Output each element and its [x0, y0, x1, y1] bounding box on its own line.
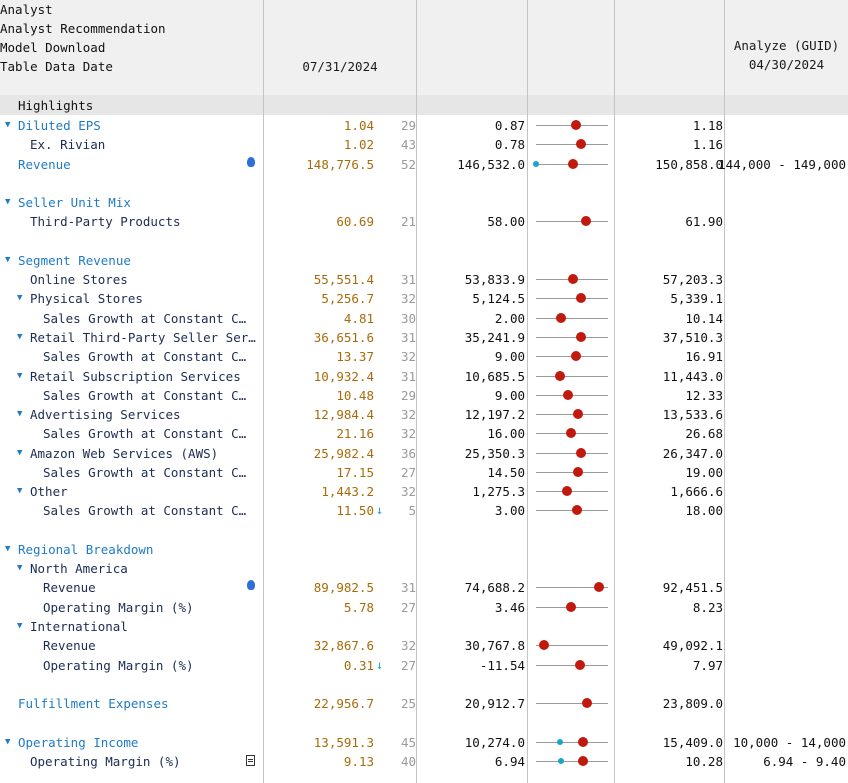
row-label[interactable]: Retail Subscription Services — [30, 368, 241, 384]
estimate-range-line — [536, 144, 608, 145]
estimate-count: 27 — [400, 657, 416, 673]
estimate-count: 31 — [400, 580, 416, 596]
estimate-high: 11,443.0 — [662, 368, 723, 384]
estimate-high: 49,092.1 — [662, 638, 723, 654]
table-row[interactable] — [0, 289, 848, 308]
mean-estimate[interactable]: 55,551.4 — [313, 272, 374, 288]
estimate-count: 45 — [400, 734, 416, 750]
mean-estimate[interactable]: 36,651.6 — [313, 329, 374, 345]
estimate-range-line — [536, 298, 608, 299]
consensus-dot[interactable] — [578, 756, 588, 766]
estimate-low: 6.94 — [494, 753, 525, 769]
mean-estimate[interactable]: 22,956.7 — [313, 696, 374, 712]
row-label[interactable]: Advertising Services — [30, 407, 181, 423]
table-row[interactable] — [0, 463, 848, 482]
row-label[interactable]: Operating Margin (%) — [30, 753, 181, 769]
consensus-dot[interactable] — [556, 313, 566, 323]
row-label[interactable]: Physical Stores — [30, 291, 143, 307]
estimate-range-line — [536, 337, 608, 338]
estimate-low: 30,767.8 — [464, 638, 525, 654]
estimate-high: 1.16 — [692, 137, 723, 153]
table-row[interactable] — [0, 733, 848, 752]
estimate-high: 26.68 — [685, 426, 723, 442]
estimate-count: 32 — [400, 484, 416, 500]
row-label[interactable]: Sales Growth at Constant C… — [43, 464, 247, 480]
estimate-count: 31 — [400, 329, 416, 345]
table-row[interactable] — [0, 251, 848, 270]
table-row[interactable] — [0, 347, 848, 366]
consensus-dot[interactable] — [573, 409, 583, 419]
consensus-dot[interactable] — [576, 293, 586, 303]
row-label[interactable]: Segment Revenue — [18, 252, 131, 268]
mean-estimate[interactable]: 5,256.7 — [321, 291, 374, 307]
estimate-high: 26,347.0 — [662, 445, 723, 461]
consensus-dot[interactable] — [555, 371, 565, 381]
consensus-dot[interactable] — [578, 737, 588, 747]
estimate-high: 19.00 — [685, 464, 723, 480]
mean-estimate[interactable]: 11.50 — [336, 503, 374, 519]
estimate-count: 52 — [400, 156, 416, 172]
expand-toggle-icon[interactable]: ▼ — [5, 543, 11, 554]
table-row[interactable] — [0, 540, 848, 559]
consensus-dot[interactable] — [581, 216, 591, 226]
table-row[interactable] — [0, 193, 848, 212]
mean-estimate[interactable]: 60.69 — [336, 214, 374, 230]
mean-estimate[interactable]: 21.16 — [336, 426, 374, 442]
row-label[interactable]: Sales Growth at Constant C… — [43, 503, 247, 519]
table-row[interactable] — [0, 367, 848, 386]
lightbulb-icon[interactable] — [247, 157, 255, 167]
table-row[interactable] — [0, 424, 848, 443]
estimate-high: 10.14 — [685, 310, 723, 326]
table-row[interactable] — [0, 270, 848, 289]
row-label[interactable]: International — [30, 619, 128, 635]
estimate-low: 12,197.2 — [464, 407, 525, 423]
analyze-guid-date: 04/30/2024 — [748, 57, 825, 72]
estimate-high: 15,409.0 — [662, 734, 723, 750]
estimate-low: 25,350.3 — [464, 445, 525, 461]
estimate-high: 92,451.5 — [662, 580, 723, 596]
row-label[interactable]: Revenue — [43, 638, 96, 654]
consensus-dot[interactable] — [575, 660, 585, 670]
estimate-low: 1,275.3 — [472, 484, 525, 500]
lightbulb-icon[interactable] — [247, 580, 255, 590]
analyze-guid-header[interactable]: Analyze (GUID) — [733, 38, 840, 53]
estimate-count: 32 — [400, 426, 416, 442]
table-row[interactable] — [0, 501, 848, 520]
consensus-dot[interactable] — [566, 602, 576, 612]
table-row[interactable] — [0, 694, 848, 713]
table-row[interactable] — [0, 328, 848, 347]
table-row[interactable] — [0, 155, 848, 174]
estimate-count: 43 — [400, 137, 416, 153]
estimate-range-line — [536, 318, 608, 319]
estimate-low: 53,833.9 — [464, 272, 525, 288]
estimate-count: 29 — [400, 387, 416, 403]
estimate-range-line — [536, 221, 608, 222]
row-label[interactable]: Sales Growth at Constant C… — [43, 426, 247, 442]
estimate-low: 5,124.5 — [472, 291, 525, 307]
estimate-count: 27 — [400, 599, 416, 615]
expand-toggle-icon[interactable]: ▼ — [5, 736, 11, 747]
mean-estimate[interactable]: 1,443.2 — [321, 484, 374, 500]
consensus-dot[interactable] — [568, 159, 578, 169]
table-row[interactable] — [0, 309, 848, 328]
estimate-high: 13,533.6 — [662, 407, 723, 423]
estimate-range-line — [536, 761, 608, 762]
estimate-count: 31 — [400, 272, 416, 288]
estimate-count: 25 — [400, 696, 416, 712]
estimate-count: 5 — [408, 503, 416, 519]
expand-toggle-icon[interactable]: ▼ — [17, 370, 23, 381]
estimate-low: 0.78 — [494, 137, 525, 153]
expand-toggle-icon[interactable]: ▼ — [5, 120, 11, 130]
mean-estimate[interactable]: 0.31 — [343, 657, 374, 673]
estimate-range-line — [536, 472, 608, 473]
row-label[interactable]: Ex. Rivian — [30, 137, 106, 153]
consensus-dot[interactable] — [568, 274, 578, 284]
header-analyst-recommendation[interactable]: Analyst Recommendation — [0, 21, 166, 36]
estimate-range-line — [536, 376, 608, 377]
estimate-high: 61.90 — [685, 214, 723, 230]
estimate-low: 35,241.9 — [464, 329, 525, 345]
estimate-high: 7.97 — [692, 657, 723, 673]
estimate-low: 10,274.0 — [464, 734, 525, 750]
estimate-high: 16.91 — [685, 349, 723, 365]
table-header — [0, 0, 848, 95]
consensus-dot[interactable] — [539, 640, 549, 650]
mean-estimate[interactable]: 17.15 — [336, 464, 374, 480]
estimate-low: 0.87 — [494, 118, 525, 133]
table-row[interactable] — [0, 598, 848, 617]
guidance-range: 10,000 - 14,000 — [733, 734, 846, 750]
mean-estimate[interactable]: 32,867.6 — [313, 638, 374, 654]
estimate-low: 14.50 — [487, 464, 525, 480]
estimate-low: 3.00 — [494, 503, 525, 519]
table-row[interactable] — [0, 617, 848, 636]
row-label[interactable]: Sales Growth at Constant C… — [43, 310, 247, 326]
consensus-dot[interactable] — [576, 448, 586, 458]
estimate-count: 36 — [400, 445, 416, 461]
estimate-high: 150,858.0 — [655, 156, 723, 172]
estimate-low: 2.00 — [494, 310, 525, 326]
expand-toggle-icon[interactable]: ▼ — [17, 293, 23, 304]
estimate-low: 58.00 — [487, 214, 525, 230]
estimate-count: 27 — [400, 464, 416, 480]
expand-toggle-icon[interactable]: ▼ — [17, 331, 23, 342]
estimate-range-line — [536, 453, 608, 454]
table-row[interactable] — [0, 386, 848, 405]
row-label[interactable]: Seller Unit Mix — [18, 195, 131, 211]
table-row[interactable] — [0, 578, 848, 597]
expand-toggle-icon[interactable]: ▼ — [17, 447, 23, 458]
expand-toggle-icon[interactable]: ▼ — [5, 254, 11, 265]
estimate-count: 29 — [400, 118, 416, 133]
consensus-dot[interactable] — [572, 505, 582, 515]
consensus-dot[interactable] — [582, 698, 592, 708]
expand-toggle-icon[interactable]: ▼ — [17, 486, 23, 497]
row-label[interactable]: Other — [30, 484, 68, 500]
mean-estimate[interactable]: 1.04 — [343, 118, 374, 133]
expand-toggle-icon[interactable]: ▼ — [17, 563, 23, 574]
estimate-count: 40 — [400, 753, 416, 769]
row-label[interactable]: Revenue — [43, 580, 96, 596]
consensus-dot[interactable] — [576, 139, 586, 149]
estimate-low: 16.00 — [487, 426, 525, 442]
estimate-high: 1,666.6 — [670, 484, 723, 500]
estimate-range-line — [536, 703, 608, 704]
row-label[interactable]: Revenue — [18, 156, 71, 172]
estimate-high: 5,339.1 — [670, 291, 723, 307]
table-row[interactable] — [0, 559, 848, 578]
row-label[interactable]: Online Stores — [30, 272, 128, 288]
estimate-count: 32 — [400, 349, 416, 365]
mean-estimate[interactable]: 1.02 — [343, 137, 374, 153]
table-row[interactable] — [0, 212, 848, 231]
estimate-count: 30 — [400, 310, 416, 326]
estimate-low: 74,688.2 — [464, 580, 525, 596]
consensus-dot[interactable] — [573, 467, 583, 477]
row-label[interactable]: Operating Income — [18, 734, 139, 750]
mean-estimate[interactable]: 89,982.5 — [313, 580, 374, 596]
mean-estimate[interactable]: 12,984.4 — [313, 407, 374, 423]
guidance-dot[interactable] — [533, 161, 539, 167]
consensus-dot[interactable] — [571, 120, 581, 130]
row-label[interactable]: Diluted EPS — [18, 118, 101, 133]
table-row[interactable] — [0, 135, 848, 154]
estimate-count: 31 — [400, 368, 416, 384]
estimate-high: 18.00 — [685, 503, 723, 519]
consensus-dot[interactable] — [594, 582, 604, 592]
mean-estimate[interactable]: 13.37 — [336, 349, 374, 365]
estimate-count: 32 — [400, 638, 416, 654]
estimate-high: 23,809.0 — [662, 696, 723, 712]
estimate-high: 1.18 — [692, 118, 723, 133]
estimate-range-line — [536, 414, 608, 415]
estimate-high: 57,203.3 — [662, 272, 723, 288]
mean-estimate[interactable]: 10,932.4 — [313, 368, 374, 384]
consensus-dot[interactable] — [562, 486, 572, 496]
row-label[interactable]: Operating Margin (%) — [43, 599, 194, 615]
table-row[interactable] — [0, 656, 848, 675]
estimate-high: 8.23 — [692, 599, 723, 615]
highlights-band — [0, 95, 848, 115]
row-label[interactable]: Regional Breakdown — [18, 541, 154, 557]
table-row[interactable] — [0, 444, 848, 463]
mean-estimate[interactable]: 4.81 — [343, 310, 374, 326]
table-row[interactable] — [0, 405, 848, 424]
row-label[interactable]: Retail Third-Party Seller Ser… — [30, 329, 256, 345]
guidance-range: 144,000 - 149,000 — [718, 156, 846, 172]
header-analyst[interactable]: Analyst — [0, 2, 53, 17]
mean-estimate[interactable]: 10.48 — [336, 387, 374, 403]
estimate-low: 20,912.7 — [464, 696, 525, 712]
revision-down-arrow-icon: ↓ — [376, 503, 384, 518]
estimate-count: 32 — [400, 291, 416, 307]
estimate-low: 10,685.5 — [464, 368, 525, 384]
estimate-count: 32 — [400, 407, 416, 423]
table-row[interactable] — [0, 636, 848, 655]
consensus-dot[interactable] — [563, 390, 573, 400]
mean-estimate[interactable]: 9.13 — [343, 753, 374, 769]
estimate-low: -11.54 — [479, 657, 525, 673]
expand-toggle-icon[interactable]: ▼ — [17, 409, 23, 420]
table-data-date-value: 07/31/2024 — [302, 59, 378, 74]
estimate-high: 12.33 — [685, 387, 723, 403]
document-icon[interactable] — [246, 755, 255, 766]
guidance-dot[interactable] — [558, 758, 564, 764]
table-row[interactable] — [0, 752, 848, 771]
row-label[interactable]: Fulfillment Expenses — [18, 696, 169, 712]
guidance-range: 6.94 - 9.40 — [763, 753, 846, 769]
expand-toggle-icon[interactable]: ▼ — [5, 197, 11, 208]
mean-estimate[interactable]: 25,982.4 — [313, 445, 374, 461]
estimate-count: 21 — [400, 214, 416, 230]
row-label[interactable]: North America — [30, 561, 128, 577]
estimate-range-line — [536, 742, 608, 743]
mean-estimate[interactable]: 5.78 — [343, 599, 374, 615]
estimate-low: 9.00 — [494, 349, 525, 365]
row-label[interactable]: Amazon Web Services (AWS) — [30, 445, 219, 461]
consensus-dot[interactable] — [571, 351, 581, 361]
estimate-high: 37,510.3 — [662, 329, 723, 345]
row-label[interactable]: Third-Party Products — [30, 214, 181, 230]
estimate-low: 9.00 — [494, 387, 525, 403]
mean-estimate[interactable]: 148,776.5 — [306, 156, 374, 172]
highlights-label: Highlights — [18, 98, 94, 113]
consensus-dot[interactable] — [566, 428, 576, 438]
estimate-high: 10.28 — [685, 753, 723, 769]
row-label[interactable]: Sales Growth at Constant C… — [43, 349, 247, 365]
estimate-low: 3.46 — [494, 599, 525, 615]
expand-toggle-icon[interactable]: ▼ — [17, 621, 23, 632]
mean-estimate[interactable]: 13,591.3 — [313, 734, 374, 750]
table-row[interactable] — [0, 482, 848, 501]
estimate-range-line — [536, 491, 608, 492]
estimate-range-line — [536, 665, 608, 666]
header-model-download[interactable]: Model Download — [0, 40, 106, 55]
table-row[interactable] — [0, 116, 848, 135]
revision-down-arrow-icon: ↓ — [376, 657, 384, 672]
estimate-low: 146,532.0 — [457, 156, 525, 172]
row-label[interactable]: Sales Growth at Constant C… — [43, 387, 247, 403]
row-label[interactable]: Operating Margin (%) — [43, 657, 194, 673]
guidance-dot[interactable] — [557, 739, 563, 745]
consensus-dot[interactable] — [576, 332, 586, 342]
header-table-data-date: Table Data Date — [0, 59, 113, 74]
